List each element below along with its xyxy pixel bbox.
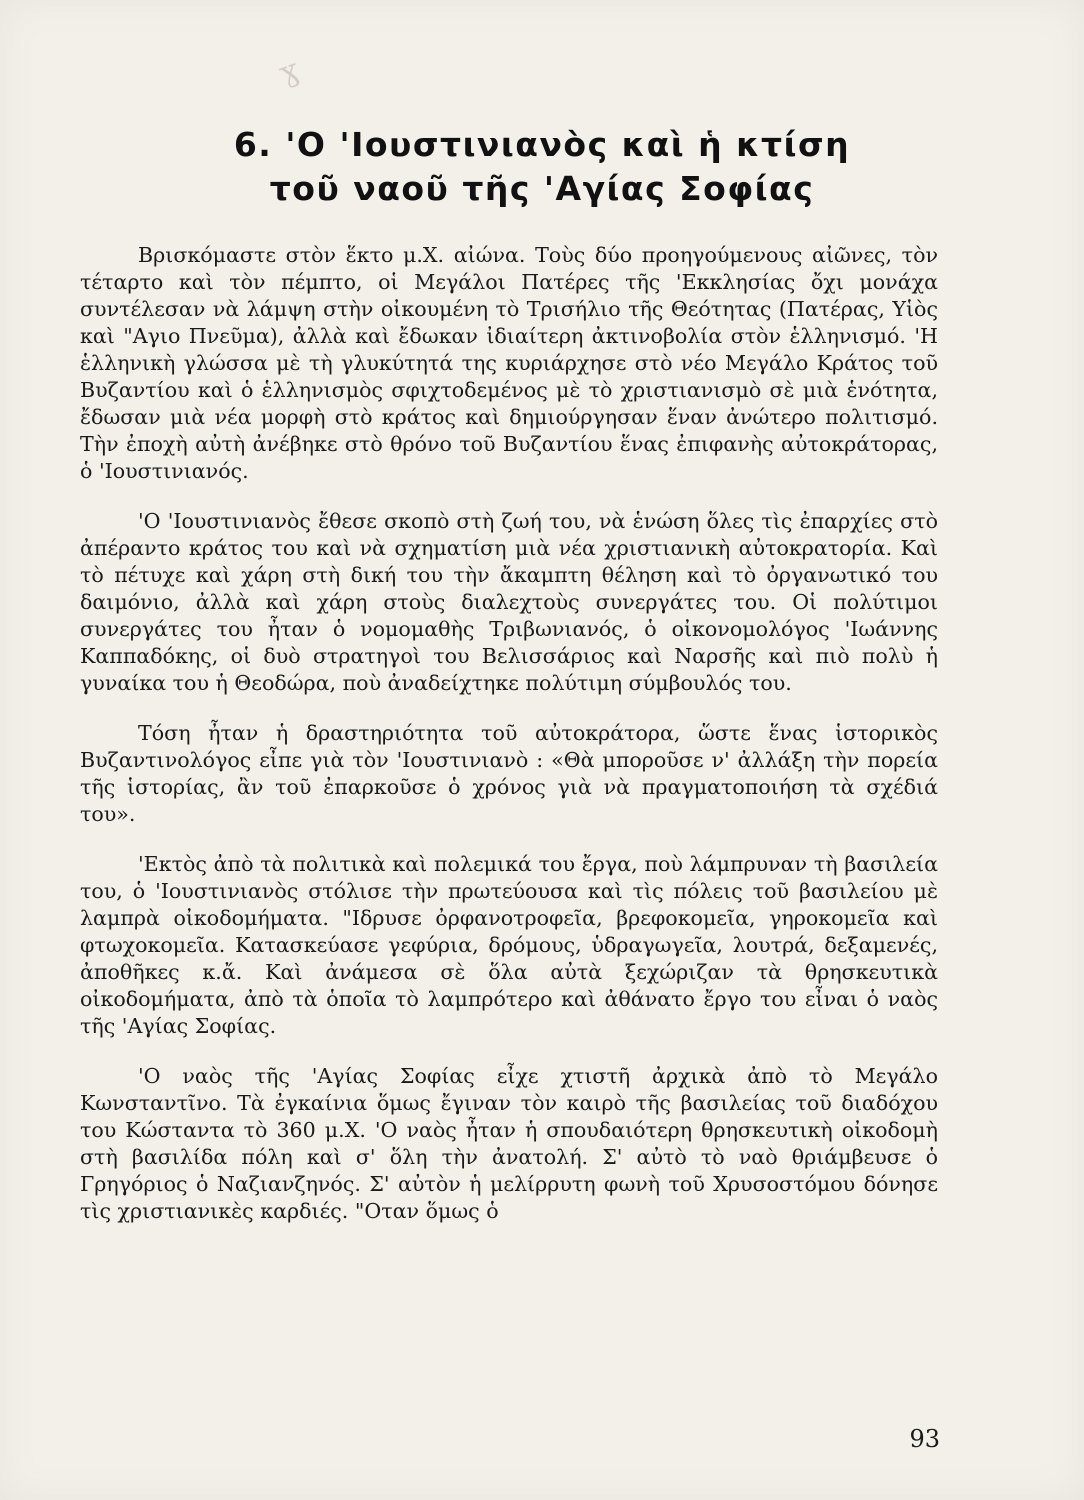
paragraph: Τόση ἦταν ἡ δραστηριότητα τοῦ αὐτοκράτορα, ὥστε ἕνας ἱστορικὸς Βυζαντινολόγος εἶπε γιὰ τὸν 'Ιουστινιανὸ : «Θὰ μποροῦσε ν' ἀλλάξη τὴν πορεία τῆς ἱστορίας, ἂν τοῦ ἐπαρκοῦσε ὁ χρόνος γιὰ νὰ πραγματοποιήση τὰ σχέδιά του». [80,721,938,826]
paragraph: 'Εκτὸς ἀπὸ τὰ πολιτικὰ καὶ πολεμικά του ἔργα, ποὺ λάμπρυναν τὴ βασιλεία του, ὁ 'Ιουστινιανὸς στόλισε τὴν πρωτεύουσα καὶ τὶς πόλεις τοῦ βασιλείου μὲ λαμπρὰ οἰκοδομήματα. "Ιδρυσε ὀρφανοτροφεῖα, βρεφοκομεῖα, γηροκομεῖα καὶ φτωχοκομεῖα. Κατασκεύασε γεφύρια, δρόμους, ὑδραγωγεῖα, λουτρά, δεξαμενές, ἀποθῆκες κ.ἄ. Καὶ ἀνάμεσα σὲ ὅλα αὐτὰ ξεχώριζαν τὰ θρησκευτικὰ οἰκοδομήματα, ἀπὸ τὰ ὁποῖα τὸ λαμπρότερο καὶ ἀθάνατο ἔργο του εἶναι ὁ ναὸς τῆς 'Αγίας Σοφίας. [80,852,938,1038]
paragraph: 'Ο ναὸς τῆς 'Αγίας Σοφίας εἶχε χτιστῆ ἀρχικὰ ἀπὸ τὸ Μεγάλο Κωνσταντῖνο. Τὰ ἐγκαίνια ὅμως ἔγιναν τὸν καιρὸ τῆς βασιλείας τοῦ διαδόχου του Κώσταντα τὸ 360 μ.Χ. 'Ο ναὸς ἦταν ἡ σπουδαιότερη θρησκευτικὴ οἰκοδομὴ στὴ βασιλίδα πόλη καὶ σ' ὅλη τὴν ἀνατολή. Σ' αὐτὸ τὸ ναὸ θριάμβευσε ὁ Γρηγόριος ὁ Ναζιανζηνός. Σ' αὐτὸν ἡ μελίρρυτη φωνὴ τοῦ Χρυσοστόμου δόνησε τὶς χριστιανικὲς καρδιές. "Οταν ὅμως ὁ [80,1064,938,1223]
paragraph: Βρισκόμαστε στὸν ἕκτο μ.Χ. αἰώνα. Τοὺς δύο προηγούμενους αἰῶνες, τὸν τέταρτο καὶ τὸν πέμπτο, οἱ Μεγάλοι Πατέρες τῆς 'Εκκλησίας ὄχι μονάχα συντέλεσαν νὰ λάμψη στὴν οἰκουμένη τὸ Τρισήλιο τῆς Θεότητας (Πατέρας, Υἱὸς καὶ "Αγιο Πνεῦμα), ἀλλὰ καὶ ἔδωκαν ἰδιαίτερη ἀκτινοβολία στὸν ἑλληνισμό. 'Η ἑλληνικὴ γλώσσα μὲ τὴ γλυκύτητά της κυριάρχησε στὸ νέο Μεγάλο Κράτος τοῦ Βυζαντίου καὶ ὁ ἑλληνισμὸς σφιχτοδεμένος μὲ τὸ χριστιανισμὸ σὲ μιὰ ἑνότητα, ἔδωσαν μιὰ νέα μορφὴ στὸ κράτος καὶ δημιούργησαν ἕναν ἀνώτερο πολιτισμό. Τὴν ἐποχὴ αὐτὴ ἀνέβηκε στὸ θρόνο τοῦ Βυζαντίου ἕνας ἐπιφανὴς αὐτοκράτορας, ὁ 'Ιουστινιανός. [80,243,938,483]
page-number: 93 [909,1425,940,1453]
paragraph: 'Ο 'Ιουστινιανὸς ἔθεσε σκοπὸ στὴ ζωή του, νὰ ἑνώση ὅλες τὶς ἐπαρχίες στὸ ἀπέραντο κράτος του καὶ νὰ σχηματίση μιὰ νέα χριστιανικὴ αὐτοκρατορία. Καὶ τὸ πέτυχε καὶ χάρη στὴ δική του τὴν ἄκαμπτη θέληση καὶ τὸ ὀργανωτικό του δαιμόνιο, ἀλλὰ καὶ χάρη στοὺς διαλεχτοὺς συνεργάτες του. Οἱ πολύτιμοι συνεργάτες του ἦταν ὁ νομομαθὴς Τριβωνιανός, ὁ οἰκονομολόγος 'Ιωάννης Καππαδόκης, οἱ δυὸ στρατηγοὶ του Βελισσάριος καὶ Ναρσῆς καὶ πιὸ πολὺ ἡ γυναίκα του ἡ Θεοδώρα, ποὺ ἀναδείχτηκε πολύτιμη σύμβουλός του. [80,509,938,695]
chapter-title-line-2: τοῦ ναοῦ τῆς 'Αγίας Σοφίας [269,169,815,208]
body-text [80,242,938,1225]
chapter-title-line-1: 6. 'Ο 'Ιουστινιανὸς καὶ ἡ κτίση [233,125,851,164]
ink-smudge-mark: ɣ [274,52,304,92]
